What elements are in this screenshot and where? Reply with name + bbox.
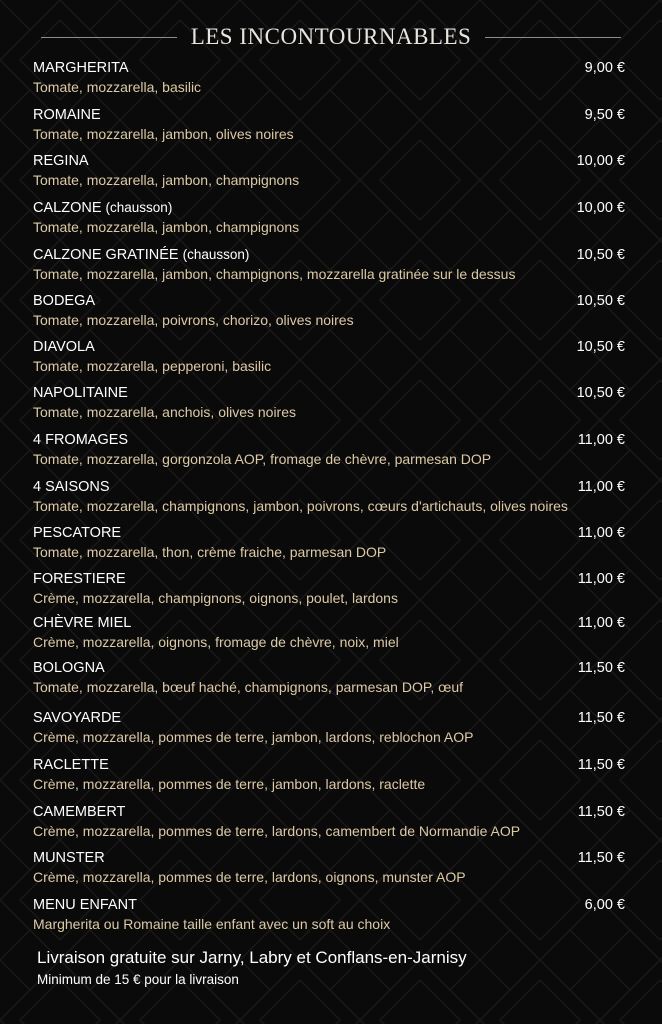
item-name: CALZONE (chausson)	[33, 200, 173, 216]
menu-item	[33, 385, 625, 429]
item-name: 4 FROMAGES	[33, 432, 129, 448]
delivery-text: Livraison gratuite sur Jarny, Labry et Conflans-en-Jarnisy	[37, 948, 467, 967]
item-name: SAVOYARDE	[33, 710, 122, 726]
item-price: 10,00 €	[576, 153, 625, 169]
menu-item	[33, 479, 625, 523]
item-description: Tomate, mozzarella, jambon, champignons, mozzarella gratinée sur le dessus	[33, 266, 516, 282]
item-price: 11,50 €	[577, 850, 625, 866]
item-description: Tomate, mozzarella, poivrons, chorizo, olives noires	[33, 312, 354, 328]
item-description: Tomate, mozzarella, gorgonzola AOP, fromage de chèvre, parmesan DOP	[33, 451, 492, 467]
item-description: Tomate, mozzarella, jambon, champignons	[33, 219, 300, 235]
menu-item	[33, 897, 625, 941]
item-price: 11,00 €	[577, 432, 625, 448]
menu-item	[33, 757, 625, 801]
menu-item	[33, 432, 625, 476]
item-name: RACLETTE	[33, 757, 109, 773]
item-name: DIAVOLA	[33, 339, 95, 355]
item-price: 10,50 €	[576, 293, 625, 309]
menu-item	[33, 247, 625, 291]
menu-item	[33, 153, 625, 197]
item-name: CHÈVRE MIEL	[33, 615, 132, 631]
item-description: Tomate, mozzarella, thon, crème fraiche, parmesan DOP	[33, 544, 387, 560]
menu-item	[33, 615, 625, 659]
item-description: Tomate, mozzarella, anchois, olives noires	[33, 404, 297, 420]
item-price: 6,00 €	[584, 897, 625, 913]
item-name: MUNSTER	[33, 850, 105, 866]
item-name: CAMEMBERT	[33, 804, 126, 820]
item-price: 11,00 €	[577, 571, 625, 587]
item-name: BODEGA	[33, 293, 96, 309]
item-name: 4 SAISONS	[33, 479, 110, 495]
item-price: 10,50 €	[576, 247, 625, 263]
item-price: 10,00 €	[576, 200, 625, 216]
menu-item	[33, 60, 625, 104]
item-name: MARGHERITA	[33, 60, 129, 76]
item-description: Tomate, mozzarella, jambon, olives noires	[33, 126, 294, 142]
item-description: Crème, mozzarella, pommes de terre, lardons, oignons, munster AOP	[33, 869, 466, 885]
menu-item	[33, 339, 625, 383]
item-description: Crème, mozzarella, oignons, fromage de chèvre, noix, miel	[33, 634, 399, 650]
item-description: Tomate, mozzarella, jambon, champignons	[33, 172, 300, 188]
item-note: (chausson)	[105, 200, 173, 215]
menu-item	[33, 710, 625, 754]
item-price: 11,50 €	[577, 710, 625, 726]
item-name: BOLOGNA	[33, 660, 105, 676]
item-description: Crème, mozzarella, pommes de terre, jambon, lardons, raclette	[33, 776, 426, 792]
item-name: REGINA	[33, 153, 89, 169]
item-price: 9,00 €	[584, 60, 625, 76]
header-divider-right	[485, 37, 621, 38]
item-name: PESCATORE	[33, 525, 122, 541]
item-description: Crème, mozzarella, pommes de terre, lardons, camembert de Normandie AOP	[33, 823, 521, 839]
item-note: (chausson)	[182, 247, 250, 262]
item-price: 11,50 €	[577, 804, 625, 820]
item-price: 11,00 €	[577, 615, 625, 631]
item-name: NAPOLITAINE	[33, 385, 128, 401]
item-price: 10,50 €	[576, 339, 625, 355]
item-price: 11,00 €	[577, 525, 625, 541]
menu-item	[33, 660, 625, 704]
menu-item	[33, 293, 625, 337]
item-description: Tomate, mozzarella, pepperoni, basilic	[33, 358, 272, 374]
item-description: Crème, mozzarella, champignons, oignons, poulet, lardons	[33, 590, 398, 606]
item-name: FORESTIERE	[33, 571, 126, 587]
item-price: 9,50 €	[584, 107, 625, 123]
item-description: Tomate, mozzarella, bœuf haché, champignons, parmesan DOP, œuf	[33, 679, 464, 695]
delivery-info	[37, 948, 467, 987]
menu-item	[33, 571, 625, 615]
item-description: Margherita ou Romaine taille enfant avec un soft au choix	[33, 916, 391, 932]
minimum-order-text: Minimum de 15 € pour la livraison	[37, 972, 239, 987]
item-name: CALZONE GRATINÉE (chausson)	[33, 247, 250, 263]
item-description: Tomate, mozzarella, champignons, jambon, poivrons, cœurs d'artichauts, olives noires	[33, 498, 568, 514]
menu-item	[33, 200, 625, 244]
item-name: MENU ENFANT	[33, 897, 137, 913]
menu-item	[33, 804, 625, 848]
header-divider-left	[41, 37, 177, 38]
menu-item	[33, 850, 625, 894]
item-price: 10,50 €	[576, 385, 625, 401]
item-description: Crème, mozzarella, pommes de terre, jambon, lardons, reblochon AOP	[33, 729, 474, 745]
menu-item	[33, 107, 625, 151]
item-price: 11,50 €	[577, 660, 625, 676]
item-price: 11,50 €	[577, 757, 625, 773]
item-price: 11,00 €	[577, 479, 625, 495]
section-header	[0, 20, 662, 54]
item-description: Tomate, mozzarella, basilic	[33, 79, 202, 95]
section-title: LES INCONTOURNABLES	[190, 24, 472, 49]
item-name: ROMAINE	[33, 107, 101, 123]
menu-item	[33, 525, 625, 569]
